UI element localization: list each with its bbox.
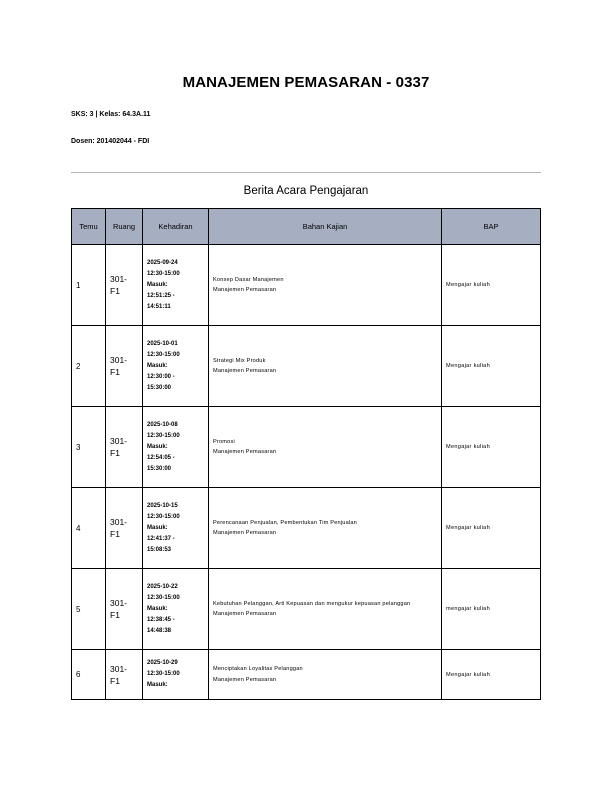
- cell-bahan-kajian: [209, 650, 442, 700]
- cell-bahan-kajian: [209, 245, 442, 326]
- kehadiran-line: 12:30:00 -: [147, 373, 175, 380]
- header-temu: Temu: [72, 209, 106, 245]
- cell-ruang: [106, 407, 143, 488]
- page-title: MANAJEMEN PEMASARAN - 0337: [182, 74, 430, 91]
- cell-bap: Mengajar kuliah: [442, 326, 541, 407]
- table-row: [72, 650, 541, 700]
- kehadiran-line: Masuk:: [147, 281, 168, 288]
- kehadiran-line: Masuk:: [147, 362, 168, 369]
- header-bahan-kajian: Bahan Kajian: [209, 209, 442, 245]
- cell-kehadiran: [143, 488, 209, 569]
- cell-temu: 4: [72, 488, 106, 569]
- kehadiran-line: Masuk:: [147, 682, 168, 688]
- cell-kehadiran: [143, 569, 209, 650]
- bap-table: [71, 208, 541, 700]
- table-header-row: [72, 209, 541, 245]
- cell-temu: 5: [72, 569, 106, 650]
- ruang-line: F1: [110, 675, 120, 686]
- cell-temu: 2: [72, 326, 106, 407]
- cell-kehadiran: [143, 326, 209, 407]
- divider: [71, 172, 541, 173]
- course-text: Manajemen Pemasaran: [213, 287, 277, 293]
- course-text: Manajemen Pemasaran: [213, 676, 277, 683]
- header-kehadiran: Kehadiran: [143, 209, 209, 245]
- table-row: [72, 407, 541, 488]
- ruang-line: F1: [110, 367, 120, 377]
- table-row: [72, 245, 541, 326]
- cell-bap: Mengajar kuliah: [442, 650, 541, 700]
- ruang-line: 301-: [110, 663, 128, 674]
- cell-bahan-kajian: [209, 569, 442, 650]
- kehadiran-line: 12:30-15:00: [147, 270, 180, 277]
- course-text: Manajemen Pemasaran: [213, 449, 277, 455]
- kehadiran-line: 15:08:53: [147, 546, 172, 553]
- cell-ruang: [106, 488, 143, 569]
- kehadiran-line: 12:38:45 -: [147, 616, 175, 623]
- cell-ruang: [106, 326, 143, 407]
- kehadiran-line: 12:30-15:00: [147, 351, 180, 358]
- cell-temu: 6: [72, 650, 106, 700]
- kehadiran-line: 12:30-15:00: [147, 594, 180, 601]
- ruang-line: 301-: [110, 436, 128, 446]
- ruang-line: F1: [110, 448, 120, 458]
- kehadiran-line: 14:51:11: [147, 303, 171, 310]
- cell-bap: Mengajar kuliah: [442, 245, 541, 326]
- course-text: Manajemen Pemasaran: [213, 530, 277, 536]
- kehadiran-line: 2025-10-01: [147, 340, 178, 347]
- kehadiran-line: 2025-10-08: [147, 421, 178, 428]
- kehadiran-line: 15:30:00: [147, 465, 172, 472]
- cell-bahan-kajian: [209, 407, 442, 488]
- ruang-line: 301-: [110, 355, 128, 365]
- ruang-line: F1: [110, 529, 120, 539]
- topic-text: Strategi Mix Produk: [213, 357, 266, 364]
- table-row: [72, 569, 541, 650]
- header-ruang: Ruang: [106, 209, 143, 245]
- kehadiran-line: 2025-10-29: [147, 660, 178, 666]
- cell-kehadiran: [143, 407, 209, 488]
- topic-text: Menciptakan Loyalitas Pelanggan: [213, 666, 303, 672]
- ruang-line: F1: [110, 286, 120, 296]
- topic-text: Konsep Dasar Manajemen: [213, 276, 284, 283]
- course-text: Manajemen Pemasaran: [213, 368, 277, 374]
- topic-text: Kebutuhan Pelanggan, Arti Kepuasan dan mengukur kepuasan pelanggan: [213, 600, 411, 607]
- cell-temu: 3: [72, 407, 106, 488]
- cell-ruang: [106, 569, 143, 650]
- section-title: Berita Acara Pengajaran: [243, 185, 369, 197]
- course-text: Manajemen Pemasaran: [213, 611, 277, 617]
- kehadiran-line: 12:54:05 -: [147, 454, 175, 461]
- kehadiran-line: 12:41:37 -: [147, 535, 175, 542]
- sks-kelas-line: SKS: 3 | Kelas: 64.3A.11: [71, 111, 151, 118]
- kehadiran-line: 12:30-15:00: [147, 671, 180, 677]
- cell-bahan-kajian: [209, 326, 442, 407]
- table-row: [72, 488, 541, 569]
- kehadiran-line: 12:30-15:00: [147, 432, 180, 439]
- kehadiran-line: 2025-10-15: [147, 502, 178, 509]
- cell-bap: mengajar kuliah: [442, 569, 541, 650]
- header-bap: BAP: [442, 209, 541, 245]
- kehadiran-line: 12:51:25 -: [147, 292, 175, 299]
- ruang-line: F1: [110, 610, 120, 620]
- kehadiran-line: 2025-10-22: [147, 583, 178, 590]
- cell-bap: Mengajar kuliah: [442, 407, 541, 488]
- kehadiran-line: 2025-09-24: [147, 259, 178, 266]
- cell-bahan-kajian: [209, 488, 442, 569]
- ruang-line: 301-: [110, 274, 128, 284]
- cell-kehadiran: [143, 650, 209, 700]
- cell-ruang: [106, 245, 143, 326]
- kehadiran-line: 14:48:38: [147, 627, 172, 634]
- kehadiran-line: 12:30-15:00: [147, 513, 180, 520]
- kehadiran-line: 15:30:00: [147, 384, 172, 391]
- kehadiran-line: Masuk:: [147, 605, 168, 612]
- ruang-line: 301-: [110, 598, 128, 608]
- ruang-line: 301-: [110, 517, 128, 527]
- kehadiran-line: Masuk:: [147, 443, 168, 450]
- cell-kehadiran: [143, 245, 209, 326]
- dosen-line: Dosen: 201402044 - FDI: [71, 138, 150, 145]
- table-row: [72, 326, 541, 407]
- cell-temu: 1: [72, 245, 106, 326]
- cell-ruang: [106, 650, 143, 700]
- cell-bap: Mengajar kuliah: [442, 488, 541, 569]
- topic-text: Promosi: [213, 438, 235, 445]
- kehadiran-line: Masuk:: [147, 524, 168, 531]
- topic-text: Perencanaan Penjualan, Pembentukan Tim Penjualan: [213, 519, 357, 526]
